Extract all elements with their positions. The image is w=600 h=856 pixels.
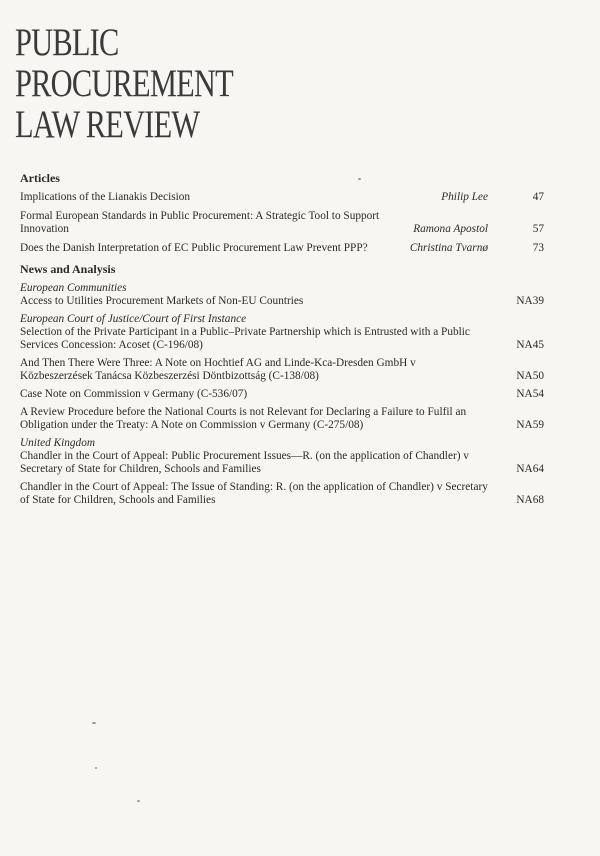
article-page: 47 — [532, 191, 544, 203]
news-entry[interactable] — [20, 481, 550, 507]
news-page: NA45 — [516, 339, 544, 351]
news-page: NA54 — [516, 388, 544, 400]
article-page: 57 — [532, 223, 544, 235]
scan-speck — [137, 800, 140, 802]
news-entry[interactable] — [20, 357, 550, 383]
news-title: And Then There Were Three: A Note on Hochtief AG and Linde-Kca-Dresden GmbH v Közbeszerzések Tanácsa Közbeszerzési Döntbizottság (C-138/08) — [20, 357, 416, 382]
news-title: Access to Utilities Procurement Markets of Non-EU Countries — [20, 295, 304, 307]
article-entry[interactable] — [20, 210, 550, 236]
scan-speck — [95, 767, 97, 769]
article-entry[interactable] — [20, 242, 550, 255]
news-heading: News and Analysis — [20, 262, 116, 276]
news-page: NA64 — [516, 463, 544, 475]
news-page: NA50 — [516, 370, 544, 382]
news-title: Chandler in the Court of Appeal: Public Procurement Issues—R. (on the application of Chandler) v Secretary of State for Children, Schools and Families — [20, 450, 469, 475]
article-author: Christina Tvarnø — [409, 242, 488, 254]
article-author: Philip Lee — [441, 191, 488, 203]
article-author: Ramona Apostol — [413, 223, 488, 235]
news-entry[interactable] — [20, 313, 550, 352]
news-entry[interactable] — [20, 282, 550, 308]
news-title: Case Note on Commission v Germany (C-536/07) — [20, 388, 248, 400]
article-entry[interactable] — [20, 191, 550, 204]
news-entry[interactable] — [20, 406, 550, 432]
scan-speck — [358, 178, 361, 180]
article-page: 73 — [532, 242, 544, 254]
news-page: NA39 — [516, 295, 544, 307]
masthead-line-2: PROCUREMENT — [15, 62, 233, 105]
news-title: A Review Procedure before the National Courts is not Relevant for Declaring a Failure to Fulfil an Obligation under the Treaty: A Note on Commission v Germany (C-275/08) — [20, 406, 467, 431]
scan-speck — [92, 722, 96, 724]
masthead-line-1: PUBLIC — [15, 21, 119, 64]
article-title: Does the Danish Interpretation of EC Public Procurement Law Prevent PPP? — [20, 242, 368, 254]
articles-heading: Articles — [20, 171, 60, 185]
journal-masthead — [15, 22, 315, 145]
news-subhead: United Kingdom — [20, 437, 95, 449]
news-title: Chandler in the Court of Appeal: The Issue of Standing: R. (on the application of Chandler) v Secretary of State for Children, Schools and Families — [20, 481, 488, 506]
news-title: Selection of the Private Participant in a Public–Private Partnership which is Entrusted with a Public Services Concession: Acoset (C-196/08) — [20, 326, 470, 351]
table-of-contents — [20, 168, 550, 512]
masthead-line-3: LAW REVIEW — [15, 103, 200, 146]
news-page: NA68 — [516, 494, 544, 506]
news-subhead: European Communities — [20, 282, 127, 294]
news-entry[interactable] — [20, 388, 550, 401]
news-entry[interactable] — [20, 437, 550, 476]
article-title: Formal European Standards in Public Procurement: A Strategic Tool to Support Innovation — [20, 210, 380, 235]
news-page: NA59 — [516, 419, 544, 431]
article-title: Implications of the Lianakis Decision — [20, 191, 191, 203]
news-subhead: European Court of Justice/Court of First Instance — [20, 313, 247, 325]
